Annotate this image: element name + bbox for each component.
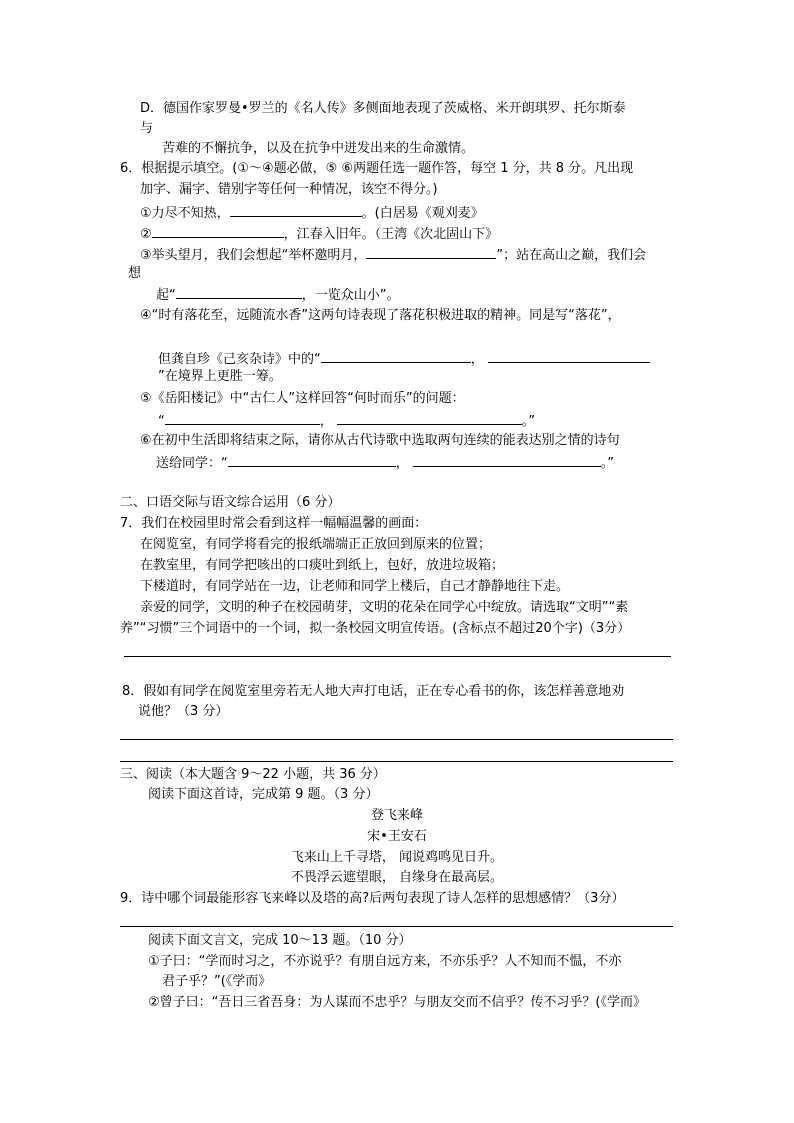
- q6-item-1-source: 。(白居易《观刈麦》: [361, 206, 484, 221]
- q8-prompt-cont: 说他？（3 分）: [138, 704, 229, 719]
- q6-item-6: ⑥在初中生活即将结束之际，请你从古代诗歌中选取两句连续的能表达别之情的诗句: [140, 433, 620, 448]
- q8-prompt: 8．假如有同学在阅览室里旁若无人地大声打电话，正在专心看书的你，该怎样善意地劝: [122, 684, 625, 699]
- q6-item-4-blanks: [158, 349, 650, 369]
- q6-prompt-cont: 加字、漏字、错别字等任何一种情况，该空不得分。): [140, 182, 438, 197]
- classical-2: ②曾子曰：“吾日三省吾身：为人谋而不忠乎？与朋友交而不信乎？传不习乎？(《学而》: [148, 995, 646, 1010]
- q6-item-3-wrap: 想: [128, 266, 142, 281]
- q7-scene-2: 在教室里，有同学把咳出的口痰吐到纸上，包好，放进垃圾箱；: [140, 558, 505, 573]
- option-d-line: D．德国作家罗曼•罗兰的《名人传》多侧面地表现了茨威格、米开朗琪罗、托尔斯泰: [140, 101, 626, 116]
- q6-item-2-text: ，江春入旧年。（王湾《次北固山下》: [283, 227, 499, 242]
- q6-item-2: [140, 224, 498, 244]
- q6-item-1: [140, 203, 484, 223]
- comma: ，: [470, 352, 484, 367]
- poem-intro: 阅读下面这首诗，完成第 9 题。（3 分）: [148, 787, 379, 802]
- poem-line-2: 不畏浮云遮望眼， 自缘身在最高层。: [290, 870, 504, 885]
- quote-close: 。”: [521, 414, 536, 429]
- q6-item-3b: [156, 285, 400, 305]
- q8-answer-line-1[interactable]: [120, 739, 673, 740]
- section-3-title: 三、阅读（本大题含 9～22 小题，共 36 分）: [120, 767, 386, 782]
- q8-answer-line-2[interactable]: [120, 761, 673, 762]
- classical-1: ①子曰：“学而时习之，不亦说乎？有朋自远方来，不亦乐乎？人不知而不愠，不亦: [148, 954, 622, 969]
- q6-item-5: ⑤《岳阳楼记》中“古仁人”这样回答“何时而乐”的问题：: [140, 391, 465, 406]
- q7-task-cont: 养”“习惯”三个词语中的一个词，拟一条校园文明宣传语。(含标点不超过20个字)（3分）: [120, 621, 631, 636]
- classical-1-cont: 君子乎？”(《学而》: [162, 974, 272, 989]
- q6-item-6-text: 送给同学：“: [156, 456, 228, 471]
- q6-item-3: [140, 245, 646, 265]
- answer-blank[interactable]: [366, 245, 496, 259]
- q6-item-4-end: ”在境界上更胜一筹。: [158, 369, 282, 384]
- quote-close: 。”: [600, 456, 615, 471]
- answer-blank[interactable]: [230, 203, 362, 217]
- q9-prompt: 9．诗中哪个词最能形容飞来峰以及塔的高?后两句表现了诗人怎样的思想感情？（3分）: [120, 891, 625, 906]
- q6-item-4-text: 但龚自珍《己亥杂诗》中的“: [158, 352, 321, 367]
- answer-blank[interactable]: [152, 224, 284, 238]
- q9-answer-line[interactable]: [120, 926, 673, 927]
- q7-scene-3: 下楼道时，有同学站在一边，让老师和同学上楼后，自己才静静地往下走。: [140, 579, 570, 594]
- q6-item-6-blanks: [156, 453, 614, 473]
- classical-intro: 阅读下面文言文，完成 10～13 题。（10 分）: [148, 933, 412, 948]
- option-d-wrap: 与: [140, 121, 154, 136]
- q6-item-3b-text-cont: ，一览众山小”。: [301, 288, 400, 303]
- answer-blank[interactable]: [488, 349, 650, 363]
- answer-blank[interactable]: [337, 411, 522, 425]
- answer-blank[interactable]: [176, 285, 302, 299]
- answer-blank[interactable]: [321, 349, 471, 363]
- section-2-title: 二、口语交际与语文综合运用（6 分）: [120, 495, 341, 510]
- q7-task: 亲爱的同学，文明的种子在校园萌芽，文明的花朵在同学心中绽放。请选取“文明”“素: [140, 600, 629, 615]
- q6-prompt: 6．根据提示填空。(①～④题必做，⑤ ⑥两题任选一题作答，每空 1 分，共 8 分。凡出现: [120, 161, 634, 176]
- q6-item-2-num: ②: [140, 227, 152, 242]
- option-d-continuation: 苦难的不懈抗争，以及在抗争中迸发出来的生命激情。: [162, 141, 475, 156]
- q6-item-5-blanks: [158, 411, 535, 431]
- q6-item-3-text: ③举头望月，我们会想起“举杯邀明月，: [140, 248, 367, 263]
- answer-blank[interactable]: [165, 411, 320, 425]
- q7-prompt: 7．我们在校园里时常会看到这样一幅幅温馨的画面：: [120, 516, 428, 531]
- answer-blank[interactable]: [228, 453, 396, 467]
- answer-blank[interactable]: [413, 453, 601, 467]
- comma: ，: [319, 414, 333, 429]
- quote-open: “: [158, 414, 165, 429]
- poem-title: 登飞来峰: [370, 808, 423, 823]
- q6-item-1-text: ①力尽不知热，: [140, 206, 230, 221]
- poem-author: 宋•王安石: [367, 829, 427, 844]
- q6-item-4: ④“时有落花至，远随流水香”这两句诗表现了落花积极进取的精神。同是写“落花”，: [140, 308, 621, 323]
- poem-line-1: 飞来山上千寻塔， 闻说鸡鸣见日升。: [290, 850, 504, 865]
- q6-item-3b-text: 起“: [156, 288, 176, 303]
- q7-answer-line[interactable]: [124, 656, 671, 657]
- q7-scene-1: 在阅览室，有同学将看完的报纸端端正正放回到原来的位置；: [140, 537, 492, 552]
- comma: ，: [395, 456, 409, 471]
- q6-item-3-text-cont: ”；站在高山之巅，我们会: [496, 248, 647, 263]
